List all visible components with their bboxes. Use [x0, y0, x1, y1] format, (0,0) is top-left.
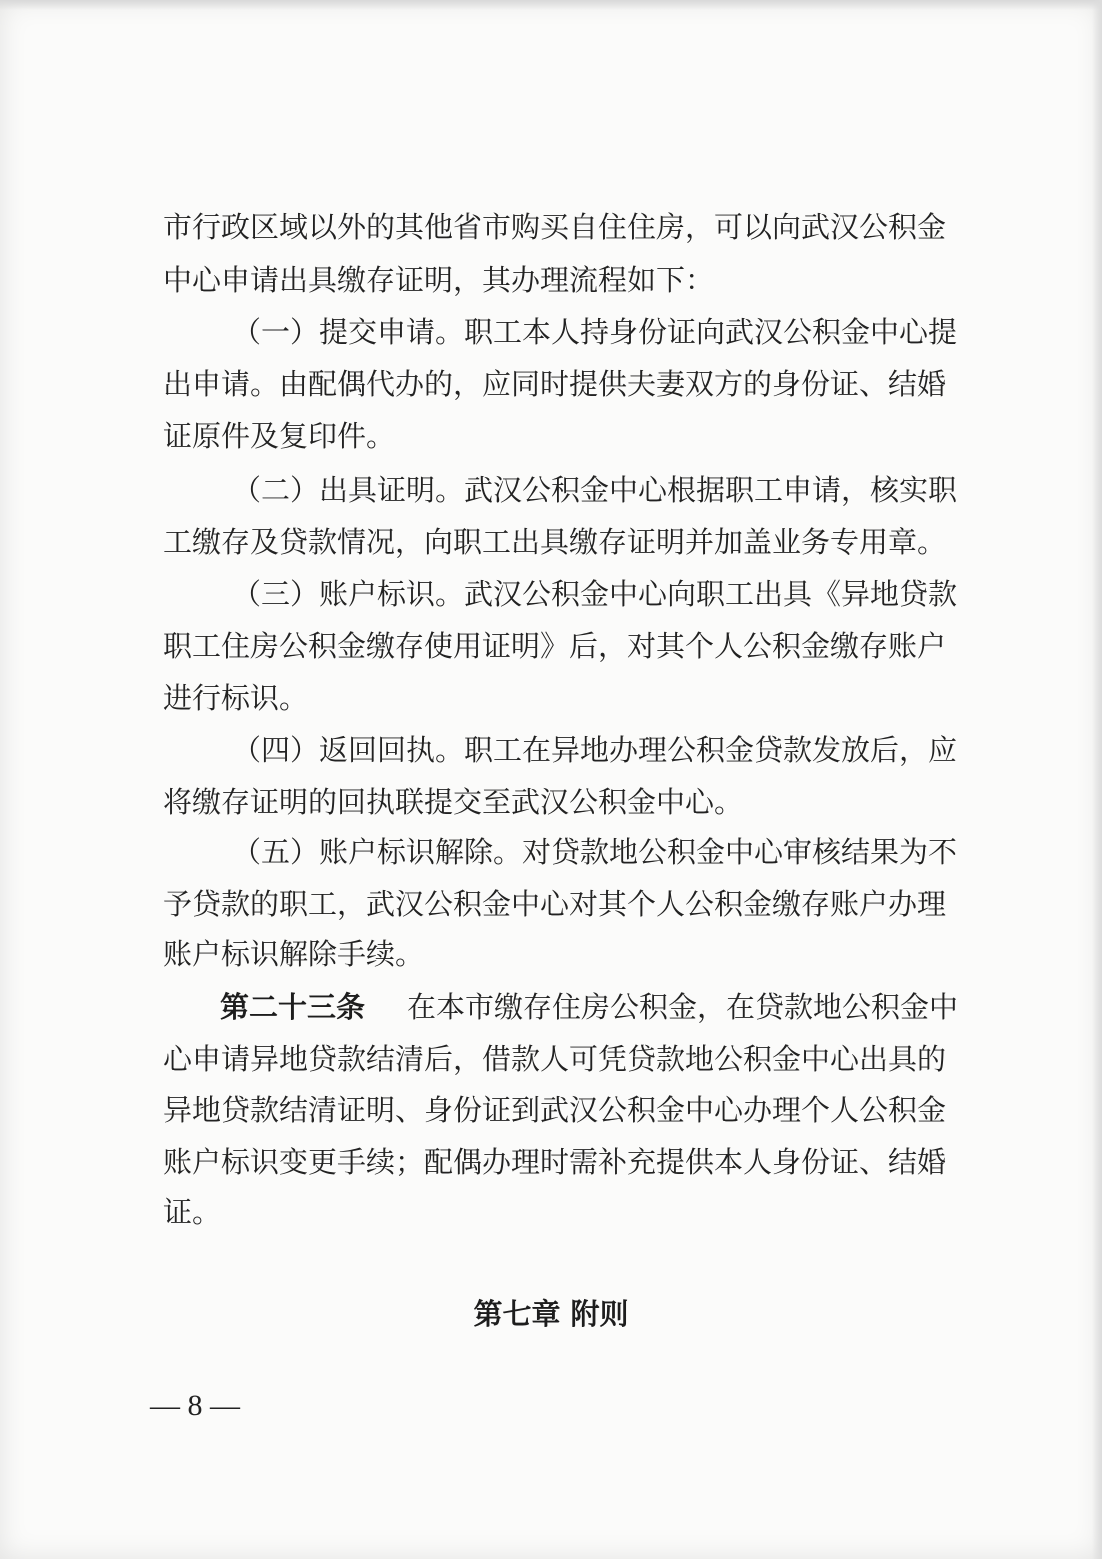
- item-5-heading-line: （五）账户标识解除。对贷款地公积金中心审核结果为不: [232, 835, 958, 869]
- article-23-line: 心申请异地贷款结清后，借款人可凭贷款地公积金中心出具的: [163, 1042, 947, 1076]
- item-4-heading-line: （四）返回回执。职工在异地办理公积金贷款发放后，应: [232, 733, 958, 767]
- text-line: 出申请。由配偶代办的，应同时提供夫妻双方的身份证、结婚: [163, 367, 947, 401]
- item-1-heading-line: （一）提交申请。职工本人持身份证向武汉公积金中心提: [232, 315, 958, 349]
- article-23-line: 证。: [163, 1195, 222, 1229]
- article-23-line: 账户标识变更手续；配偶办理时需补充提供本人身份证、结婚: [163, 1145, 947, 1179]
- article-23-heading: 第二十三条: [220, 990, 366, 1024]
- text-line: 账户标识解除手续。: [163, 937, 425, 971]
- text-line: 证原件及复印件。: [163, 419, 396, 453]
- text-line: 进行标识。: [163, 681, 309, 715]
- text-line: 予贷款的职工，武汉公积金中心对其个人公积金缴存账户办理: [163, 887, 947, 921]
- text-line: 中心申请出具缴存证明，其办理流程如下：: [163, 263, 715, 297]
- page-edge-top: [0, 0, 1102, 10]
- text-line: 工缴存及贷款情况，向职工出具缴存证明并加盖业务专用章。: [163, 525, 947, 559]
- article-23-line: 异地贷款结清证明、身份证到武汉公积金中心办理个人公积金: [163, 1093, 947, 1127]
- text-line: 职工住房公积金缴存使用证明》后，对其个人公积金缴存账户: [163, 629, 947, 663]
- item-3-heading-line: （三）账户标识。武汉公积金中心向职工出具《异地贷款: [232, 577, 958, 611]
- item-2-heading-line: （二）出具证明。武汉公积金中心根据职工申请，核实职: [232, 473, 958, 507]
- text-line: 将缴存证明的回执联提交至武汉公积金中心。: [163, 785, 744, 819]
- page-number: — 8 —: [150, 1389, 240, 1422]
- article-23-first-line: 在本市缴存住房公积金，在贷款地公积金中: [407, 990, 959, 1024]
- text-line: 市行政区域以外的其他省市购买自住住房，可以向武汉公积金: [163, 210, 947, 244]
- chapter-title: 第七章 附则: [473, 1297, 629, 1331]
